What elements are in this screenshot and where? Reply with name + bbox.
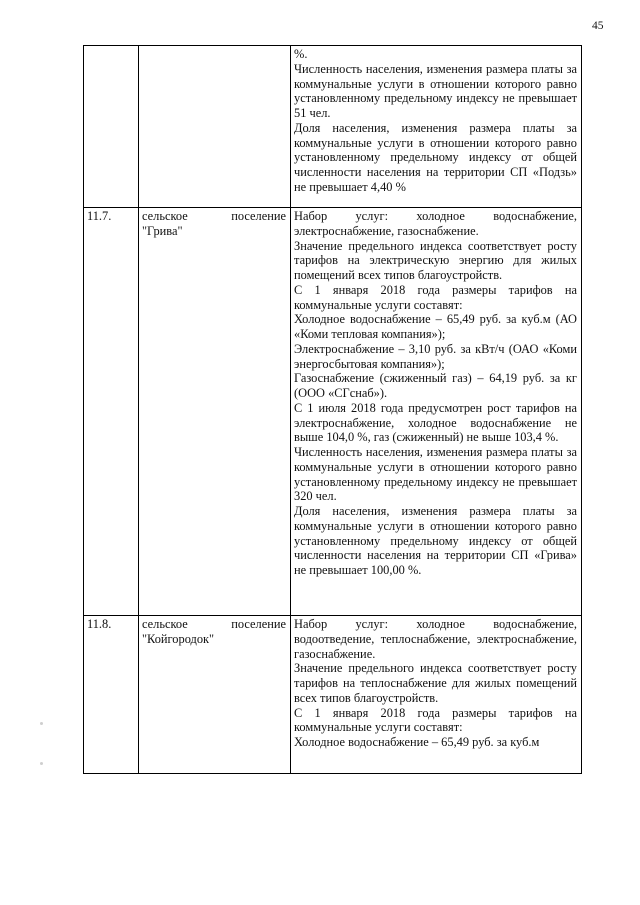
description-cell bbox=[291, 208, 582, 616]
settlement-name-cell bbox=[139, 46, 291, 208]
row-number bbox=[84, 46, 139, 208]
row-number: 11.8. bbox=[84, 616, 139, 774]
settlement-type: сельское поселение bbox=[142, 617, 286, 631]
description-paragraph: Значение предельного индекса соответствует росту тарифов на электрическую энергию для жилых помещений всех типов благоустройств. bbox=[294, 238, 577, 282]
row-number: 11.7. bbox=[84, 208, 139, 616]
description-paragraph: Численность населения, изменения размера платы за коммунальные услуги в отношении которого равно установленному предельному индексу не превышает 320 чел. bbox=[294, 445, 577, 504]
table-row bbox=[84, 616, 582, 774]
description-paragraph: Набор услуг: холодное водоснабжение, электроснабжение, газоснабжение. bbox=[294, 209, 577, 238]
settlement-name: "Грива" bbox=[142, 223, 183, 238]
description-paragraph: Численность населения, изменения размера платы за коммунальные услуги в отношении которого равно установленному предельному индексу не превышает 51 чел. bbox=[294, 61, 577, 120]
description-cell bbox=[291, 616, 582, 774]
table-row bbox=[84, 46, 582, 208]
page-number: 45 bbox=[592, 20, 604, 32]
table-row bbox=[84, 208, 582, 616]
description-paragraph: Электроснабжение – 3,10 руб. за кВт/ч (ОАО «Коми энергосбытовая компания»); bbox=[294, 341, 577, 371]
punch-hole-mark bbox=[40, 762, 43, 765]
description-paragraph: Холодное водоснабжение – 65,49 руб. за куб.м bbox=[294, 735, 540, 749]
description-paragraph: С 1 января 2018 года размеры тарифов на коммунальные услуги составят: bbox=[294, 705, 577, 735]
description-paragraph: С 1 июля 2018 года предусмотрен рост тарифов на электроснабжение, холодное водоснабжение не выше 104,0 %, газ (сжиженный) не выше 103,4 %. bbox=[294, 400, 577, 445]
settlement-name-cell bbox=[139, 208, 291, 616]
description-paragraph: Доля населения, изменения размера платы за коммунальные услуги в отношении которого равно установленному предельному индексу от общей численности населения на территории СП «Грива» не превышает 100,00 %. bbox=[294, 504, 577, 577]
description-paragraph: Набор услуг: холодное водоснабжение, водоотведение, теплоснабжение, электроснабжение, газоснабжение. bbox=[294, 617, 577, 661]
description-paragraph: %. bbox=[294, 47, 308, 61]
description-paragraph: Значение предельного индекса соответствует росту тарифов на теплоснабжение для жилых помещений всех типов благоустройств. bbox=[294, 661, 577, 705]
tariff-table bbox=[83, 45, 582, 774]
settlement-name: "Койгородок" bbox=[142, 631, 215, 646]
settlement-type: сельское поселение bbox=[142, 209, 286, 223]
description-paragraph: Холодное водоснабжение – 65,49 руб. за куб.м (АО «Коми тепловая компания»); bbox=[294, 312, 577, 341]
settlement-name-cell bbox=[139, 616, 291, 774]
description-paragraph: С 1 января 2018 года размеры тарифов на коммунальные услуги составят: bbox=[294, 282, 577, 312]
description-paragraph: Газоснабжение (сжиженный газ) – 64,19 руб. за кг (ООО «СГснаб»). bbox=[294, 371, 577, 400]
description-cell bbox=[291, 46, 582, 208]
punch-hole-mark bbox=[40, 722, 43, 725]
description-paragraph: Доля населения, изменения размера платы за коммунальные услуги в отношении которого равно установленному предельному индексу от общей численности населения на территории СП «Подзь» не превышает 4,40 % bbox=[294, 120, 577, 194]
